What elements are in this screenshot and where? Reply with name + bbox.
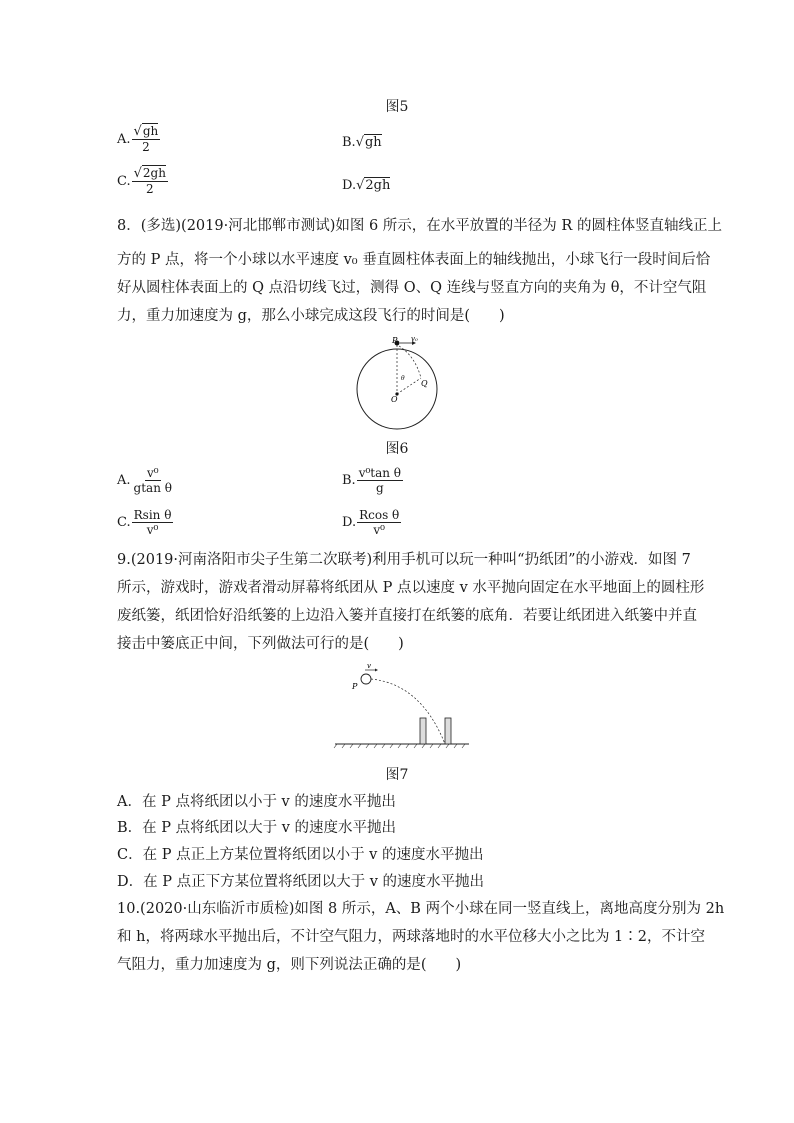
numerator: Rcos θ — [359, 508, 400, 522]
q8-line-1: 8．(多选)(2019·河北邯郸市测试)如图 6 所示，在水平放置的半径为 R 的圆柱体竖直轴线正上 — [117, 218, 722, 234]
denominator: 2 — [145, 182, 154, 196]
q9-option-b[interactable]: B．在 P 点将纸团以大于 v 的速度水平抛出 — [117, 820, 397, 836]
q8-option-b[interactable] — [342, 466, 403, 495]
denominator: v⁰ — [146, 523, 159, 537]
option-letter: A. — [117, 131, 131, 147]
numerator: v⁰ — [146, 466, 159, 480]
denominator: v⁰ — [373, 523, 385, 537]
expression: gh — [364, 135, 382, 150]
numerator: gh — [142, 124, 159, 138]
fraction — [357, 508, 401, 537]
figure-7-caption: 图7 — [385, 767, 409, 783]
denominator: gtan θ — [133, 481, 172, 495]
fraction — [357, 466, 403, 495]
figure-6 — [355, 334, 445, 430]
option-letter: C. — [117, 173, 131, 189]
option-letter: D. — [342, 515, 357, 530]
paper-ball — [361, 674, 371, 684]
q8-line-4: 力，重力加速度为 g，那么小球完成这段飞行的时间是( ) — [117, 308, 505, 324]
denominator: g — [376, 481, 384, 495]
label-theta: θ — [401, 375, 405, 382]
label-o: O — [391, 395, 398, 404]
q7-option-d[interactable]: D. √ 2gh — [342, 177, 391, 193]
q9-line-3: 废纸篓，纸团恰好沿纸篓的上边沿入篓并直接打在纸篓的底角．若要让纸团进入纸篓中并直 — [117, 608, 697, 624]
figure-5-caption: 图5 — [385, 99, 409, 115]
q10-line-3: 气阻力，重力加速度为 g，则下列说法正确的是( ) — [117, 957, 462, 973]
q8-option-d[interactable] — [342, 508, 401, 537]
option-letter: B. — [342, 134, 356, 150]
option-letter: A. — [117, 473, 131, 488]
basket-wall-left — [420, 718, 426, 744]
q8-line-3: 好从圆柱体表面上的 Q 点沿切线飞过，测得 O、Q 连线与竖直方向的夹角为 θ，不计空气阻 — [117, 280, 707, 296]
expression: 2gh — [365, 178, 391, 193]
option-letter: B. — [342, 473, 356, 488]
label-v0: v₀ — [411, 335, 418, 343]
option-letter: C. — [117, 515, 131, 530]
figure-7 — [333, 658, 473, 750]
ground-hatching — [334, 744, 465, 748]
fraction: $\frac{√2gh}{2}$ — [133, 166, 166, 196]
q8-line-2: 方的 P 点，将一个小球以水平速度 v₀ 垂直圆柱体表面上的轴线抛出，小球飞行一段时间后恰 — [117, 252, 711, 268]
denominator: 2 — [142, 140, 150, 154]
q9-option-a[interactable]: A．在 P 点将纸团以小于 v 的速度水平抛出 — [117, 794, 396, 810]
fraction — [132, 508, 174, 537]
q9-option-d[interactable]: D．在 P 点正下方某位置将纸团以大于 v 的速度水平抛出 — [117, 874, 485, 890]
q8-option-c[interactable] — [117, 508, 173, 537]
figure-6-caption: 图6 — [385, 441, 409, 457]
q7-option-b[interactable]: B. √ gh — [342, 134, 382, 150]
option-letter: D. — [342, 177, 357, 193]
label-p: P — [352, 682, 358, 691]
basket-wall-right — [445, 718, 451, 744]
label-v: v — [367, 662, 371, 670]
numerator: v⁰tan θ — [358, 466, 402, 480]
q9-option-c[interactable]: C．在 P 点正上方某位置将纸团以小于 v 的速度水平抛出 — [117, 847, 484, 863]
q7-option-a[interactable] — [117, 124, 160, 154]
fraction: $\frac{√gh}{2}$ — [133, 124, 159, 154]
q10-line-1: 10.(2020·山东临沂市质检)如图 8 所示，A、B 两个小球在同一竖直线上，离地高度分别为 2h — [117, 901, 725, 917]
q8-option-a[interactable] — [117, 466, 174, 495]
q10-line-2: 和 h，将两球水平抛出后，不计空气阻力，两球落地时的水平位移大小之比为 1∶2，不计空 — [117, 929, 706, 945]
q7-option-c[interactable] — [117, 166, 168, 196]
q9-line-1: 9.(2019·河南洛阳市尖子生第二次联考)利用手机可以玩一种叫“扔纸团”的小游戏．如图 7 — [117, 552, 691, 568]
numerator: 2gh — [142, 166, 166, 180]
label-q: Q — [421, 379, 428, 388]
fraction — [132, 466, 174, 495]
q9-line-2: 所示，游戏时，游戏者滑动屏幕将纸团从 P 点以速度 v 水平抛向固定在水平地面上的圆柱形 — [117, 580, 705, 596]
numerator: Rsin θ — [133, 508, 172, 522]
label-p: P — [392, 336, 398, 345]
q9-line-4: 接击中篓底正中间，下列做法可行的是( ) — [117, 636, 404, 652]
trajectory — [371, 679, 445, 744]
